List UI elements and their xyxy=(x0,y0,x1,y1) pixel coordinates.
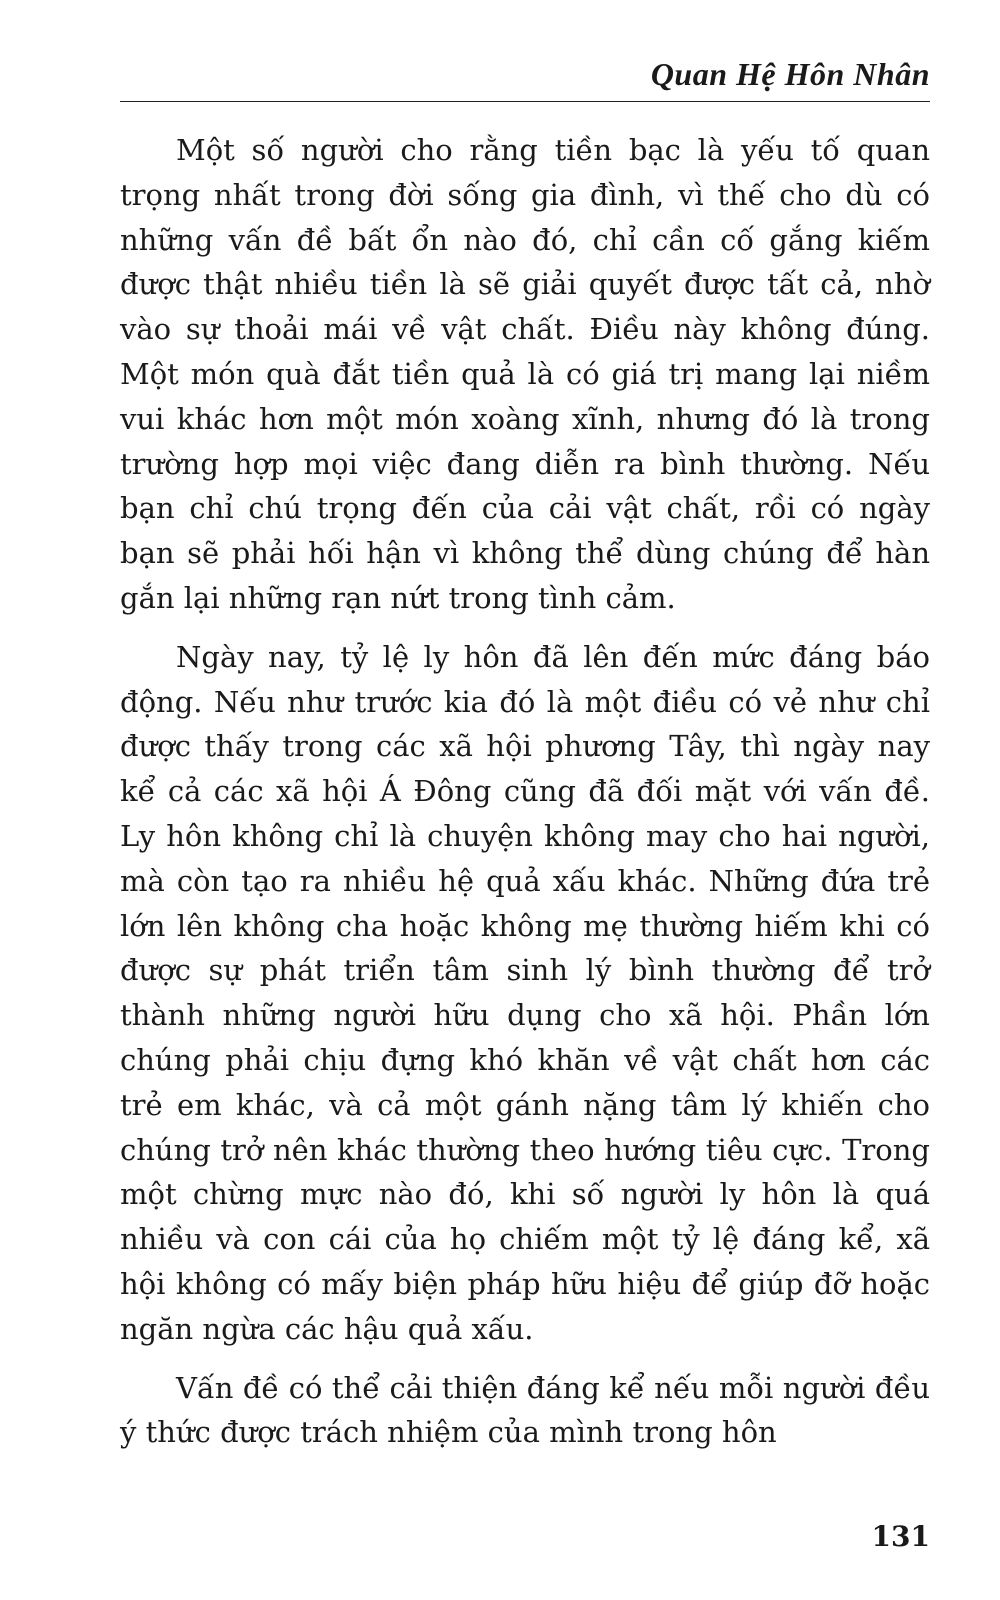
paragraph-1: Một số người cho rằng tiền bạc là yếu tố quan trọng nhất trong đời sống gia đình, vì thế cho dù có những vấn đề bất ổn nào đó, chỉ cần cố gắng kiếm được thật nhiều tiền là sẽ giải quyết được tất cả, nhờ vào sự thoải mái về vật chất. Điều này không đúng. Một món quà đắt tiền quả là có giá trị mang lại niềm vui khác hơn một món xoàng xĩnh, nhưng đó là trong trường hợp mọi việc đang diễn ra bình thường. Nếu bạn chỉ chú trọng đến của cải vật chất, rồi có ngày bạn sẽ phải hối hận vì không thể dùng chúng để hàn gắn lại những rạn nứt trong tình cảm. xyxy=(120,133,930,615)
body-text xyxy=(120,128,930,1469)
running-title: Quan Hệ Hôn Nhân xyxy=(650,56,930,92)
paragraph-3: Vấn đề có thể cải thiện đáng kể nếu mỗi người đều ý thức được trách nhiệm của mình trong hôn xyxy=(120,1370,930,1450)
running-header xyxy=(120,55,930,102)
page-number: 131 xyxy=(871,1520,930,1553)
paragraph-2: Ngày nay, tỷ lệ ly hôn đã lên đến mức đáng báo động. Nếu như trước kia đó là một điều có vẻ như chỉ được thấy trong các xã hội phương Tây, thì ngày nay kể cả các xã hội Á Đông cũng đã đối mặt với vấn đề. Ly hôn không chỉ là chuyện không may cho hai người, mà còn tạo ra nhiều hệ quả xấu khác. Những đứa trẻ lớn lên không cha hoặc không mẹ thường hiếm khi có được sự phát triển tâm sinh lý bình thường để trở thành những người hữu dụng cho xã hội. Phần lớn chúng phải chịu đựng khó khăn về vật chất hơn các trẻ em khác, và cả một gánh nặng tâm lý khiến cho chúng trở nên khác thường theo hướng tiêu cực. Trong một chừng mực nào đó, khi số người ly hôn là quá nhiều và con cái của họ chiếm một tỷ lệ đáng kể, xã hội không có mấy biện pháp hữu hiệu để giúp đỡ hoặc ngăn ngừa các hậu quả xấu. xyxy=(120,639,930,1346)
